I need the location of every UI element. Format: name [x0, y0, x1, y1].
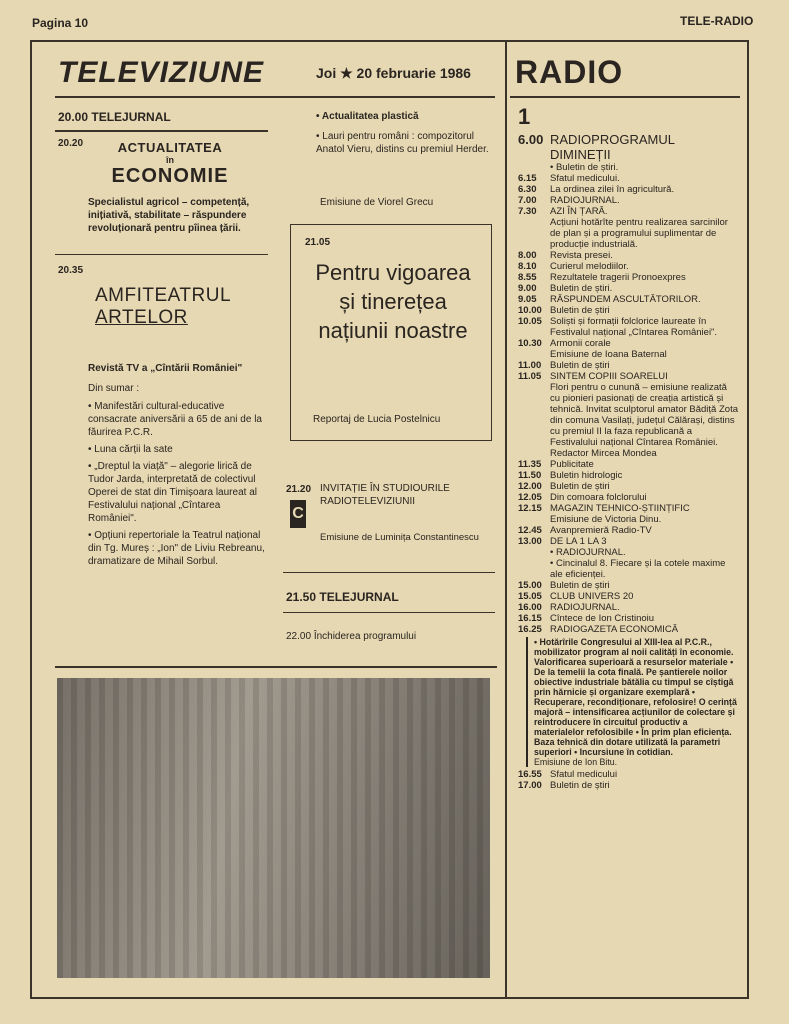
nursery-photo	[57, 678, 490, 978]
radio-row	[518, 780, 738, 791]
radio-row	[518, 261, 738, 272]
radio-title: Sfatul medicului	[550, 769, 618, 780]
radio-title: RĂSPUNDEM ASCULTĂTORILOR.	[550, 294, 701, 305]
radio-row	[518, 294, 738, 305]
radio-title: SINTEM COPIII SOARELUI	[550, 371, 668, 382]
radiogazeta-text: • Hotărîrile Congresului al XIII-lea al P.C.R., mobilizator program al noii calități în economie. Valorificarea superioară a resurselor materiale • De la temelii la cota finală. Pe șantierele noilor obiective industriale bătălia cu timpul se cîștigă prin hărnicie și organizare exemplară • Recuperare, recondiționare, refolosire! O cerință majoră – intensificarea acțiunilor de colectare și reintroducere în circuitul productiv a materialelor refolosibile • În prim plan eficiența. Baza tehnică din dotare utilizată la parametri superiori • Incursiune în cotidian.	[534, 637, 737, 757]
radio-schedule	[518, 132, 738, 791]
program-description: Specialistul agricol – competență, inițiativă, stabilitate – răspundere revoluționară pentru pîinea țării.	[88, 197, 250, 234]
summary-item: • Actualitatea plastică	[316, 111, 419, 122]
radio-row	[518, 470, 738, 481]
summary-label: Din sumar :	[88, 383, 140, 394]
radio-title: • RADIOJURNAL.	[550, 547, 626, 558]
radio-title: Buletin de știri	[550, 780, 610, 791]
radio-row	[518, 536, 738, 547]
radio-time: 15.05	[518, 591, 542, 602]
summary-item: • Lauri pentru români : compozitorul Anatol Vieru, distins cu premiul Herder.	[316, 131, 489, 155]
radio-row	[518, 525, 738, 536]
radio-row	[518, 591, 738, 602]
radio-time: 8.00	[518, 250, 537, 261]
radio-time: 9.05	[518, 294, 537, 305]
logo-line: în	[166, 155, 174, 165]
radio-title: Acțiuni hotărîte pentru realizarea sarcinilor de plan și a programului suplimentar de producție industrială.	[550, 217, 728, 250]
radio-title: Buletin de știri	[550, 360, 610, 371]
publication-name: TELE-RADIO	[680, 14, 754, 28]
rule	[55, 254, 268, 255]
radio-title: Revista presei.	[550, 250, 613, 261]
tv-program-telejurnal-2	[286, 590, 399, 604]
radio-time	[518, 217, 550, 250]
program-time: 21.20	[286, 484, 312, 495]
radio-row	[518, 316, 738, 338]
radio-row	[518, 624, 738, 635]
radio-row	[518, 613, 738, 624]
radio-row	[518, 283, 738, 294]
radio-title: CLUB UNIVERS 20	[550, 591, 634, 602]
logo-line: ARTELOR	[95, 307, 188, 328]
radio-time	[518, 349, 550, 360]
radio-row	[518, 492, 738, 503]
radio-title: • Buletin de știri.	[550, 162, 619, 173]
radio-row	[518, 547, 738, 558]
radio-time: 15.00	[518, 580, 542, 591]
logo-line: ACTUALITATEA	[117, 140, 223, 155]
radio-time: 6.30	[518, 184, 537, 195]
radio-header-rule	[510, 96, 740, 98]
tv-section-title: TELEVIZIUNE	[58, 56, 265, 89]
radio-time: 12.15	[518, 503, 542, 514]
program-credit: Emisiune de Ion Bitu.	[534, 757, 618, 767]
radio-time: 12.45	[518, 525, 542, 536]
radio-time: 9.00	[518, 283, 537, 294]
radio-row	[518, 459, 738, 470]
radio-time	[518, 382, 550, 459]
program-time: 20.35	[58, 265, 84, 276]
radio-row	[518, 250, 738, 261]
radio-row	[518, 338, 738, 349]
radio-title: Buletin de știri	[550, 305, 610, 316]
radio-title: Buletin de știri.	[550, 283, 613, 294]
radio-time: 11.50	[518, 470, 542, 481]
program-credit: Emisiune de Viorel Grecu	[320, 197, 434, 208]
radio-row	[518, 360, 738, 371]
radio-block-header	[518, 132, 738, 162]
radio-time: 16.25	[518, 624, 542, 635]
radio-row	[518, 184, 738, 195]
radio-time: 11.00	[518, 360, 542, 371]
radio-title: Din comoara folclorului	[550, 492, 647, 503]
program-time: 21.50	[286, 590, 317, 604]
radiotelevision-logo-icon: C	[290, 500, 306, 528]
tv-date: Joi ★ 20 februarie 1986	[316, 65, 471, 81]
radio-title: Buletin hidrologic	[550, 470, 623, 481]
radio-time: 6.00	[518, 132, 544, 147]
rule	[283, 572, 495, 573]
summary-item: • Luna cărții la sate	[88, 444, 173, 455]
radio-title: Publicitate	[550, 459, 594, 470]
radiogazeta-box	[526, 637, 738, 767]
radio-title: RADIOJURNAL.	[550, 195, 620, 206]
actualitatea-logo	[95, 140, 245, 188]
program-time: 20.00	[58, 110, 89, 124]
radio-time: 6.15	[518, 173, 537, 184]
radio-section-title: RADIO	[515, 54, 624, 90]
program-title: TELEJURNAL	[91, 110, 171, 124]
radio-row	[518, 349, 738, 360]
radio-title: Emisiune de Victoria Dinu.	[550, 514, 662, 525]
amfiteatrul-logo	[95, 285, 235, 329]
logo-line: ECONOMIE	[111, 165, 229, 187]
tv-header-rule	[55, 96, 495, 98]
radio-row	[518, 382, 738, 459]
radio-title: Flori pentru o cunună – emisiune realizată cu pionieri pasionați de creația artistică și tehnică. Invitat sculptorul amator Bădiță Zota din comuna Vasilați, județul Călărași, distins cu premiul II la faza republicană a Festivalului național Cîntarea României. Redactor Mircea Mondea	[550, 382, 738, 459]
page-number: Pagina 10	[32, 16, 89, 30]
radio-title: MAGAZIN TEHNICO-ȘTIINȚIFIC	[550, 503, 690, 514]
rule	[55, 130, 268, 132]
summary-list	[88, 400, 266, 568]
program-time: 22.00	[286, 631, 312, 642]
radio-row	[518, 558, 738, 580]
logo-line: AMFITEATRUL	[95, 285, 232, 306]
radio-title: Cîntece de Ion Cristinoiu	[550, 613, 655, 624]
radio-time: 11.35	[518, 459, 542, 470]
radio-row	[518, 162, 738, 173]
radio-time	[518, 558, 550, 580]
radio-time: 16.15	[518, 613, 542, 624]
radio-time: 12.00	[518, 481, 542, 492]
radio-end-rows	[518, 769, 738, 791]
column-divider	[505, 42, 507, 997]
radio-rows	[518, 162, 738, 635]
radio-row	[518, 580, 738, 591]
program-title: INVITAȚIE ÎN STUDIOURILE RADIOTELEVIZIUNII	[320, 483, 450, 507]
summary-item: • Opțiuni repertoriale la Teatrul național din Tg. Mureș : „Ion" de Liviu Rebreanu, dramatizare de Mihail Sorbul.	[88, 530, 265, 567]
radio-title: AZI ÎN ȚARĂ.	[550, 206, 608, 217]
featured-title: Pentru vigoarea și tinerețea națiunii noastre	[315, 260, 471, 343]
program-time: 20.20	[58, 138, 84, 149]
radio-channel-number: 1	[518, 104, 531, 129]
radio-row	[518, 602, 738, 613]
radio-row	[518, 514, 738, 525]
radio-time: 10.05	[518, 316, 542, 327]
radio-row	[518, 769, 738, 780]
radio-title: Avanpremieră Radio-TV	[550, 525, 652, 536]
tv-closing	[286, 630, 416, 643]
radio-row	[518, 206, 738, 217]
summary-item: • „Dreptul la viață" – alegorie lirică de Tudor Jarda, interpretată de colectivul Operei de stat din Timișoara laureat al Festivalului național „Cîntarea României".	[88, 461, 257, 524]
radio-time: 10.00	[518, 305, 542, 316]
radio-title: DE LA 1 LA 3	[550, 536, 607, 547]
radio-time	[518, 514, 550, 525]
radio-time: 8.10	[518, 261, 537, 272]
radio-time: 7.00	[518, 195, 537, 206]
radio-time: 16.00	[518, 602, 542, 613]
radio-title: Curierul melodiilor.	[550, 261, 629, 272]
radio-row	[518, 305, 738, 316]
radio-time: 12.05	[518, 492, 542, 503]
radio-title: RADIOPROGRAMUL DIMINEȚII	[550, 132, 675, 162]
radio-time	[518, 547, 550, 558]
radio-row	[518, 272, 738, 283]
radio-title: Rezultatele tragerii Pronoexpres	[550, 272, 686, 283]
radio-title: RADIOGAZETA ECONOMICĂ	[550, 624, 679, 635]
radio-time: 8.55	[518, 272, 537, 283]
radio-time: 13.00	[518, 536, 542, 547]
radio-title: Buletin de știri	[550, 580, 610, 591]
radio-title: Sfatul medicului.	[550, 173, 620, 184]
radio-time: 7.30	[518, 206, 537, 217]
radio-title: Soliști și formații folclorice laureate în Festivalul național „Cîntarea României".	[550, 316, 718, 338]
radio-time: 10.30	[518, 338, 542, 349]
radio-row	[518, 173, 738, 184]
radio-time	[518, 162, 550, 173]
radio-title: Buletin de știri	[550, 481, 610, 492]
program-credit: Reportaj de Lucia Postelnicu	[313, 414, 441, 425]
summary-item: • Manifestări cultural-educative consacrate aniversării a 65 de ani de la făurirea P.C.R.	[88, 401, 262, 438]
program-credit: Emisiune de Luminița Constantinescu	[320, 532, 479, 543]
program-title: TELEJURNAL	[319, 590, 399, 604]
radio-title: • Cincinalul 8. Fiecare și la cotele maxime ale eficienței.	[550, 558, 726, 580]
radio-time: 11.05	[518, 371, 542, 382]
program-subtitle: Revistă TV a „Cîntării României"	[88, 363, 243, 374]
radio-time: 17.00	[518, 780, 542, 791]
radio-title: Armonii corale	[550, 338, 611, 349]
radio-row	[518, 371, 738, 382]
radio-time: 16.55	[518, 769, 542, 780]
radio-title: RADIOJURNAL.	[550, 602, 620, 613]
radio-row	[518, 503, 738, 514]
tv-program-telejurnal	[58, 110, 171, 124]
program-title: Închiderea programului	[313, 631, 417, 642]
featured-program-box	[290, 224, 492, 441]
radio-title: La ordinea zilei în agricultură.	[550, 184, 675, 195]
rule	[283, 612, 495, 613]
radio-row	[518, 481, 738, 492]
radio-row	[518, 217, 738, 250]
radio-title: Emisiune de Ioana Baternal	[550, 349, 667, 360]
radio-row	[518, 195, 738, 206]
rule	[55, 666, 497, 668]
program-time: 21.05	[305, 237, 331, 248]
